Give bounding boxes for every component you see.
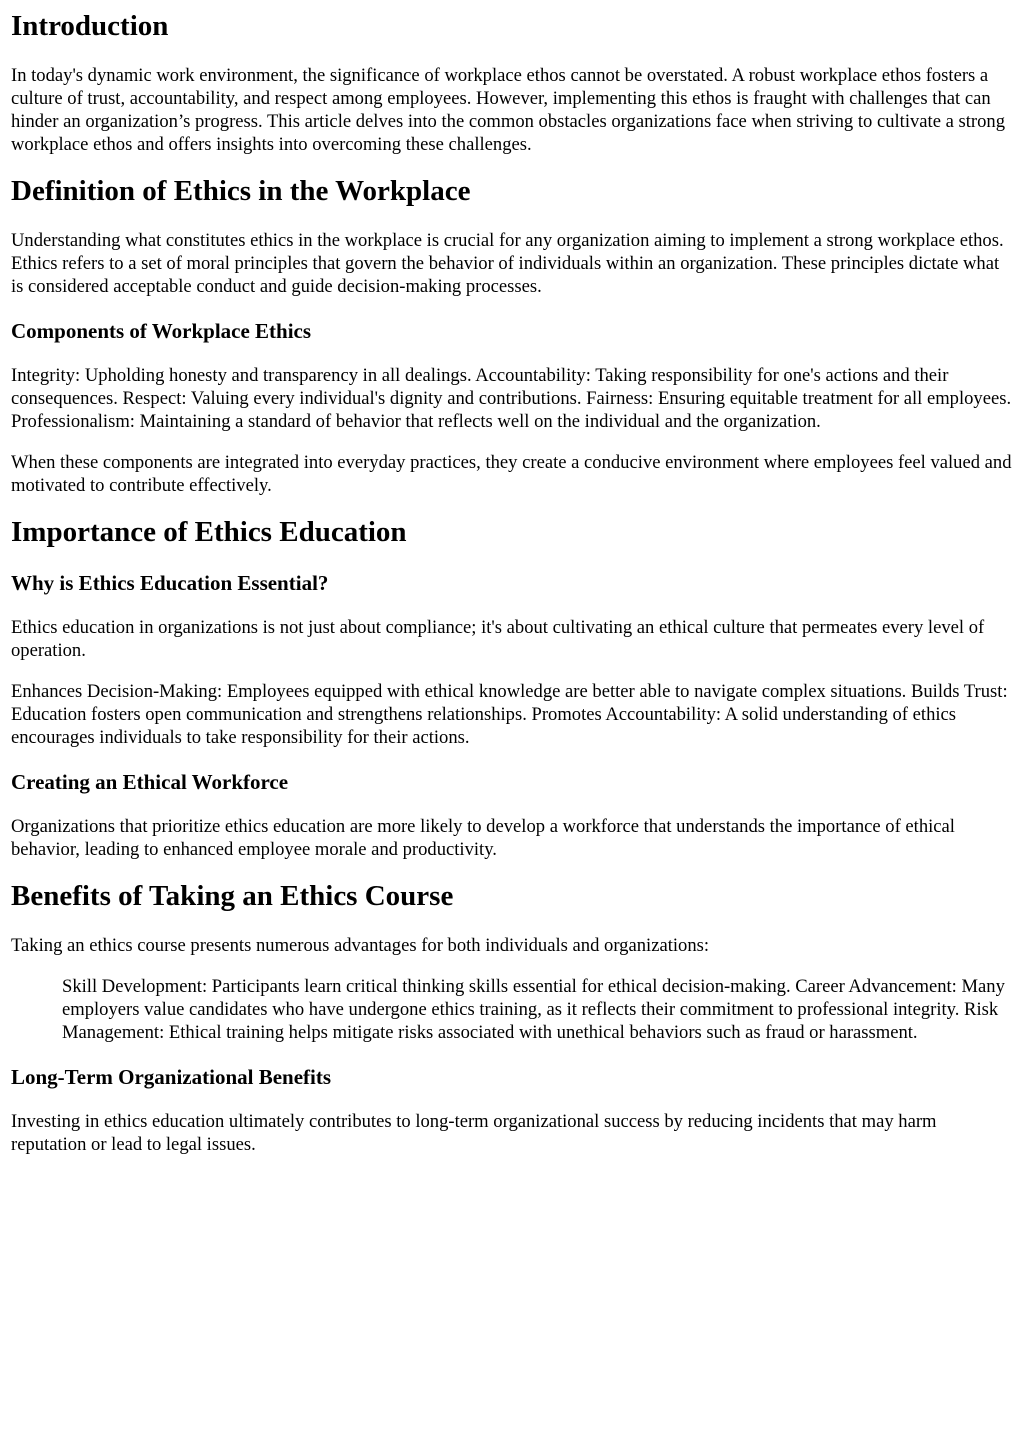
benefits-blockquote: Skill Development: Participants learn critical thinking skills essential for ethical decision-making. Career Advancement: Many employers value candidates who have undergone ethics training, as it reflects their commitment to professional integrity. Risk Management: Ethical training helps mitigate risks associated with unethical behaviors such as fraud or harassment. (62, 976, 1005, 1043)
heading-components: Components of Workplace Ethics (11, 319, 312, 343)
heading-why-essential: Why is Ethics Education Essential? (11, 571, 329, 595)
heading-importance: Importance of Ethics Education (11, 516, 407, 548)
components-paragraph-1: Integrity: Upholding honesty and transparency in all dealings. Accountability: Taking responsibility for one's actions and their consequences. Respect: Valuing every individual's dignity and contributions. Fairness: Ensuring equitable treatment for all employees. Professionalism: Maintaining a standard of behavior that reflects well on the individual and the organization. (11, 365, 1012, 432)
components-paragraph-2: When these components are integrated into everyday practices, they create a conducive environment where employees feel valued and motivated to contribute effectively. (11, 452, 1012, 496)
introduction-paragraph: In today's dynamic work environment, the significance of workplace ethos cannot be overstated. A robust workplace ethos fosters a culture of trust, accountability, and respect among employees. However, implementing this ethos is fraught with challenges that can hinder an organization’s progress. This article delves into the common obstacles organizations face when striving to cultivate a strong workplace ethos and offers insights into overcoming these challenges. (11, 65, 1005, 155)
heading-definition: Definition of Ethics in the Workplace (11, 175, 471, 207)
heading-ethical-workforce: Creating an Ethical Workforce (11, 770, 289, 794)
benefits-paragraph: Taking an ethics course presents numerous advantages for both individuals and organizations: (11, 935, 710, 956)
long-term-paragraph: Investing in ethics education ultimately contributes to long-term organizational success by reducing incidents that may harm reputation or lead to legal issues. (11, 1111, 937, 1155)
article (0, 9, 1024, 1156)
heading-introduction: Introduction (11, 10, 169, 42)
workforce-paragraph: Organizations that prioritize ethics education are more likely to develop a workforce that understands the importance of ethical behavior, leading to enhanced employee morale and productivity. (11, 816, 955, 860)
definition-paragraph: Understanding what constitutes ethics in the workplace is crucial for any organization aiming to implement a strong workplace ethos. Ethics refers to a set of moral principles that govern the behavior of individuals within an organization. These principles dictate what is considered acceptable conduct and guide decision-making processes. (11, 230, 1004, 297)
heading-long-term: Long-Term Organizational Benefits (11, 1065, 332, 1089)
heading-benefits: Benefits of Taking an Ethics Course (11, 880, 454, 912)
why-paragraph-1: Ethics education in organizations is not just about compliance; it's about cultivating an ethical culture that permeates every level of operation. (11, 617, 985, 661)
why-paragraph-2: Enhances Decision-Making: Employees equipped with ethical knowledge are better able to navigate complex situations. Builds Trust: Education fosters open communication and strengthens relationships. Promotes Accountability: A solid understanding of ethics encourages individuals to take responsibility for their actions. (11, 681, 1008, 748)
